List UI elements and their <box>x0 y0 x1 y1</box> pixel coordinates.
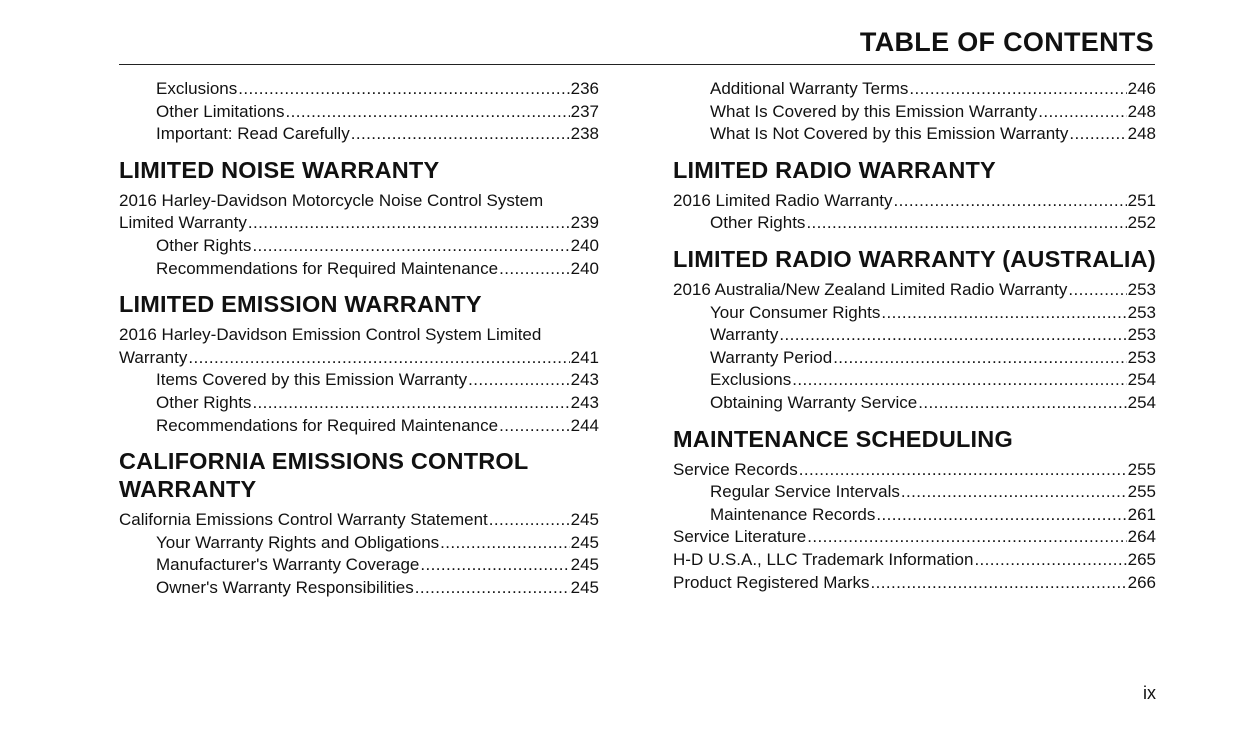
toc-entry[interactable]: Warranty ..... 253 <box>673 324 1156 347</box>
toc-entry[interactable]: Other Rights ..... 240 <box>119 235 599 258</box>
toc-entry[interactable]: Owner's Warranty Responsibilities ..... 245 <box>119 577 599 600</box>
toc-entry[interactable]: Regular Service Intervals ..... 255 <box>673 481 1156 504</box>
toc-entry[interactable]: Important: Read Carefully ..... 238 <box>119 123 599 146</box>
toc-entry[interactable]: Recommendations for Required Maintenance ..... 244 <box>119 415 599 438</box>
section-heading-noise: LIMITED NOISE WARRANTY <box>119 156 440 183</box>
toc-entry-text[interactable]: 2016 Harley-Davidson Emission Control System Limited <box>119 325 542 345</box>
page-title: TABLE OF CONTENTS <box>859 27 1154 57</box>
header-rule <box>119 64 1155 65</box>
toc-entry[interactable]: Warranty ..... 241 <box>119 347 599 370</box>
toc-entry[interactable]: Product Registered Marks ..... 266 <box>673 572 1156 595</box>
toc-entry[interactable]: Warranty Period ..... 253 <box>673 347 1156 370</box>
toc-entry-text[interactable]: 2016 Harley-Davidson Motorcycle Noise Control System <box>119 190 544 210</box>
toc-left-column <box>119 78 599 600</box>
section-heading-california: CALIFORNIA EMISSIONS CONTROL WARRANTY <box>119 448 529 503</box>
section-heading-emission: LIMITED EMISSION WARRANTY <box>119 291 482 318</box>
toc-entry[interactable]: What Is Covered by this Emission Warranty ..... 248 <box>673 101 1156 124</box>
toc-entry[interactable]: Recommendations for Required Maintenance ..... 240 <box>119 258 599 281</box>
toc-entry[interactable]: Other Rights ..... 243 <box>119 392 599 415</box>
toc-entry[interactable]: Service Records ..... 255 <box>673 459 1156 482</box>
toc-entry[interactable]: Additional Warranty Terms ..... 246 <box>673 78 1156 101</box>
toc-entry[interactable]: H-D U.S.A., LLC Trademark Information ..... 265 <box>673 549 1156 572</box>
toc-entry[interactable]: 2016 Limited Radio Warranty ..... 251 <box>673 190 1156 213</box>
toc-entry[interactable]: Your Consumer Rights ..... 253 <box>673 302 1156 325</box>
toc-entry[interactable]: Limited Warranty ..... 239 <box>119 212 599 235</box>
section-heading-radio: LIMITED RADIO WARRANTY <box>673 156 996 183</box>
toc-entry[interactable]: Obtaining Warranty Service ..... 254 <box>673 392 1156 415</box>
toc-entry[interactable]: What Is Not Covered by this Emission Warranty ..... 248 <box>673 123 1156 146</box>
toc-entry[interactable]: Exclusions ..... 236 <box>119 78 599 101</box>
page-number: ix <box>1143 683 1156 703</box>
toc-entry[interactable]: Service Literature ..... 264 <box>673 526 1156 549</box>
toc-entry[interactable]: Your Warranty Rights and Obligations ..... 245 <box>119 532 599 555</box>
toc-entry[interactable]: Other Rights ..... 252 <box>673 212 1156 235</box>
toc-entry[interactable]: Maintenance Records ..... 261 <box>673 504 1156 527</box>
toc-entry[interactable]: Other Limitations ..... 237 <box>119 101 599 124</box>
toc-entry[interactable]: 2016 Australia/New Zealand Limited Radio Warranty ..... 253 <box>673 279 1156 302</box>
toc-entry[interactable]: Manufacturer's Warranty Coverage ..... 245 <box>119 554 599 577</box>
section-heading-radio-australia: LIMITED RADIO WARRANTY (AUSTRALIA) <box>673 245 1156 272</box>
toc-entry[interactable]: Exclusions ..... 254 <box>673 369 1156 392</box>
toc-right-column <box>673 78 1156 594</box>
toc-entry[interactable]: Items Covered by this Emission Warranty ..... 243 <box>119 369 599 392</box>
section-heading-maintenance: MAINTENANCE SCHEDULING <box>673 425 1013 452</box>
toc-entry[interactable]: California Emissions Control Warranty Statement ..... 245 <box>119 509 599 532</box>
